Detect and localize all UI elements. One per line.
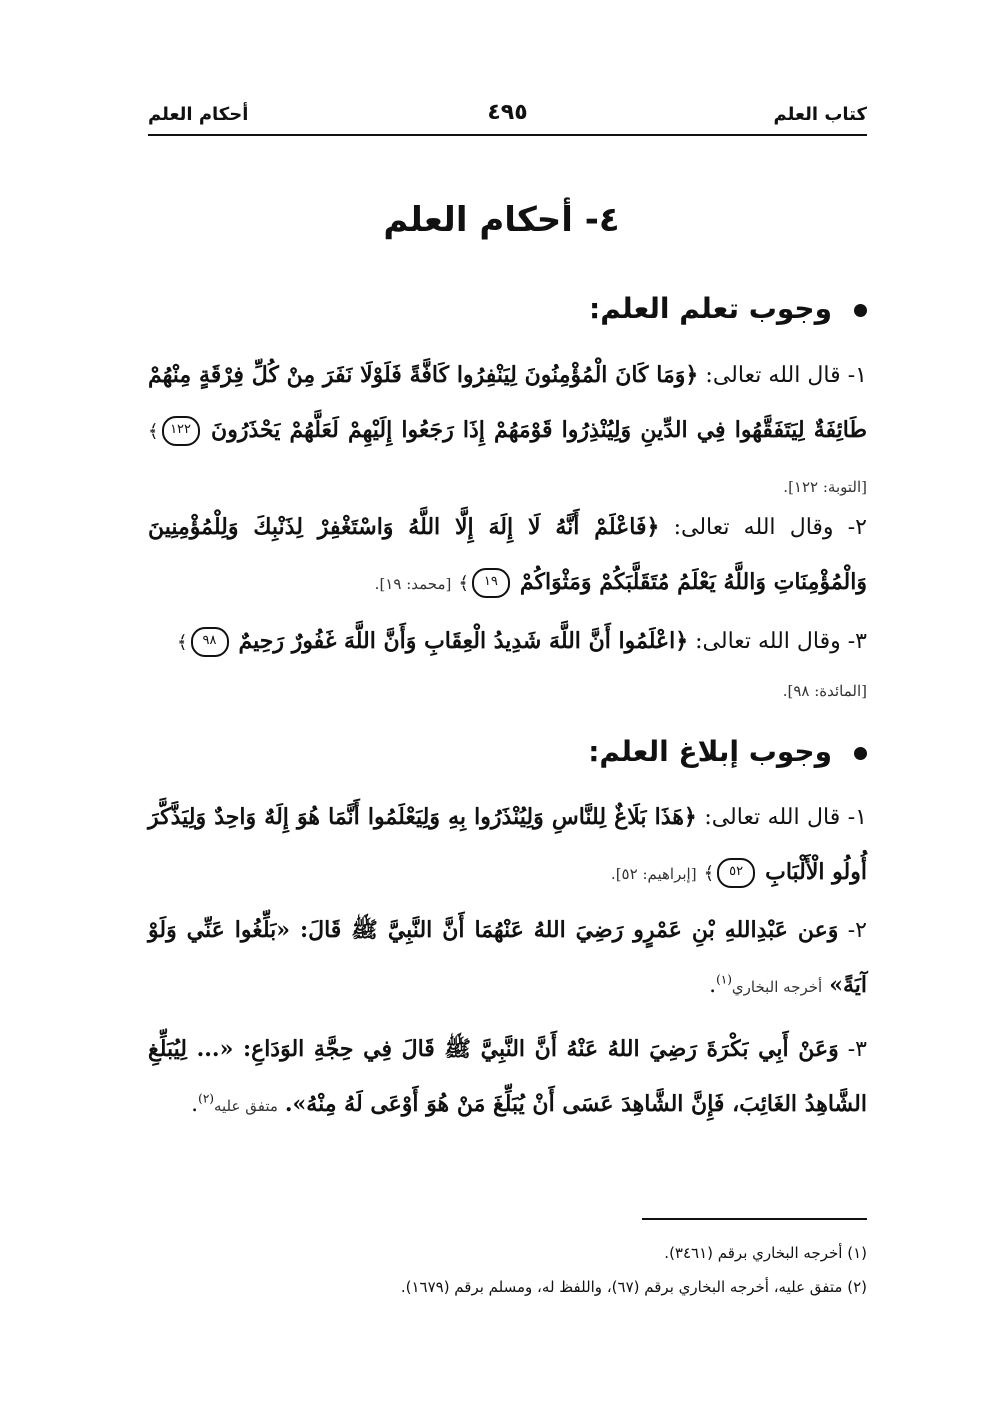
chapter-heading: ٤- أحكام العلم: [383, 200, 620, 240]
footnote-marker[interactable]: (٢): [198, 1091, 214, 1106]
section-heading-text: وجوب تعلم العلم:: [589, 292, 832, 325]
list-item: [148, 903, 867, 1014]
footnote-1: (١) أخرجه البخاري برقم (٣٤٦١).: [664, 1244, 867, 1262]
quran-verse: ﴿فَاعْلَمْ أَنَّهُ لَا إِلَهَ إِلَّا اللَّهُ وَاسْتَغْفِرْ لِذَنْبِكَ وَلِلْمُؤْمِنِينَ وَالْمُؤْمِنَاتِ وَاللَّهُ يَعْلَمُ مُتَقَلَّبَكُمْ وَمَثْوَاكُمْ: [148, 514, 867, 595]
header-page-number: ٤٩٥: [487, 100, 528, 125]
list-item: [148, 500, 867, 611]
quran-verse: ﴿هَذَا بَلَاغٌ لِلنَّاسِ وَلِيُنْذَرُوا بِهِ وَلِيَعْلَمُوا أَنَّمَا هُوَ إِلَهٌ وَاحِدٌ وَلِيَذَّكَّرَ أُولُو الْأَلْبَابِ: [148, 804, 867, 885]
footnotes: [148, 1236, 867, 1304]
quran-verse: ﴿اعْلَمُوا أَنَّ اللَّهَ شَدِيدُ الْعِقَابِ وَأَنَّ اللَّهَ غَفُورٌ رَحِيمٌ: [238, 628, 689, 654]
verse-reference: [محمد: ١٩].: [374, 575, 452, 593]
footnote-2: (٢) متفق عليه، أخرجه البخاري برقم (٦٧)، واللفظ له، ومسلم برقم (١٦٧٩).: [400, 1278, 867, 1296]
quran-verse: ﴿وَمَا كَانَ الْمُؤْمِنُونَ لِيَنْفِرُوا كَافَّةً فَلَوْلَا نَفَرَ مِنْ كُلِّ فِرْقَةٍ مِنْهُمْ طَائِفَةٌ لِيَتَفَقَّهُوا فِي الدِّينِ وَلِيُنْذِرُوا قَوْمَهُمْ إِذَا رَجَعُوا إِلَيْهِمْ لَعَلَّهُمْ يَحْذَرُونَ: [148, 362, 867, 443]
verse-close-bracket: ﴾: [703, 863, 715, 884]
footnote-marker[interactable]: (١): [716, 972, 732, 987]
hadith-text: وَعَنْ أَبِي بَكْرَةَ رَضِيَ اللهُ عَنْهُ أَنَّ النَّبِيَّ ﷺ قَالَ فِي حِجَّةِ الوَدَاعِ: «... لِيُبَلِّغِ الشَّاهِدُ الغَائِبَ، فَإِنَّ الشَّاهِدَ عَسَى أَنْ يُبَلِّغَ مَنْ هُوَ أَوْعَى لَهُ مِنْهُ».: [148, 1036, 867, 1117]
running-header: [148, 100, 867, 136]
verse-close-bracket: ﴾: [176, 632, 188, 653]
verse-reference: [التوبة: ١٢٢].: [783, 478, 867, 496]
section-heading-1: [148, 292, 867, 325]
list-item: [148, 614, 867, 670]
ayah-number-badge: ٥٢: [717, 858, 755, 888]
list-item: [148, 348, 867, 514]
item-intro: قال الله تعالى:: [705, 363, 841, 388]
list-item: [148, 1022, 867, 1133]
bullet-icon: [854, 304, 867, 317]
ayah-number-badge: ١٢٢: [162, 416, 200, 446]
footnote-divider: [642, 1218, 867, 1220]
item-intro: قال الله تعالى:: [704, 805, 841, 830]
item-end: .: [191, 1092, 199, 1117]
verse-close-bracket: ﴾: [458, 573, 469, 594]
section-heading-2: [148, 735, 867, 768]
item-number: ٢-: [847, 918, 867, 943]
list-item: [148, 790, 867, 901]
verse-reference: [المائدة: ٩٨].: [782, 682, 867, 700]
verse-reference: [إبراهيم: ٥٢].: [610, 865, 697, 883]
header-book-title: كتاب العلم: [773, 104, 867, 125]
item-number: ١-: [847, 805, 867, 830]
bullet-icon: [854, 747, 867, 760]
item-intro: وقال الله تعالى:: [673, 515, 834, 540]
ayah-number-badge: ٩٨: [191, 627, 229, 657]
item-number: ١-: [847, 363, 867, 388]
item-number: ٣-: [847, 629, 867, 654]
verse-close-bracket: ﴾: [148, 421, 159, 442]
hadith-text: وَعن عَبْدِاللهِ بْنِ عَمْرٍو رَضِيَ اللهُ عَنْهُمَا أَنَّ النَّبِيَّ ﷺ قَالَ: «بَلِّغُوا عَنِّي وَلَوْ آيَةً»: [148, 917, 867, 998]
item-end: .: [709, 973, 717, 998]
section-heading-text: وجوب إبلاغ العلم:: [588, 735, 832, 768]
item-number: ٣-: [847, 1037, 867, 1062]
ayah-number-badge: ١٩: [472, 568, 510, 598]
header-chapter-title: أحكام العلم: [148, 104, 249, 125]
hadith-source: متفق عليه: [213, 1097, 278, 1115]
item-number: ٢-: [847, 515, 867, 540]
item-intro: وقال الله تعالى:: [695, 629, 841, 654]
hadith-source: أخرجه البخاري: [731, 978, 823, 996]
